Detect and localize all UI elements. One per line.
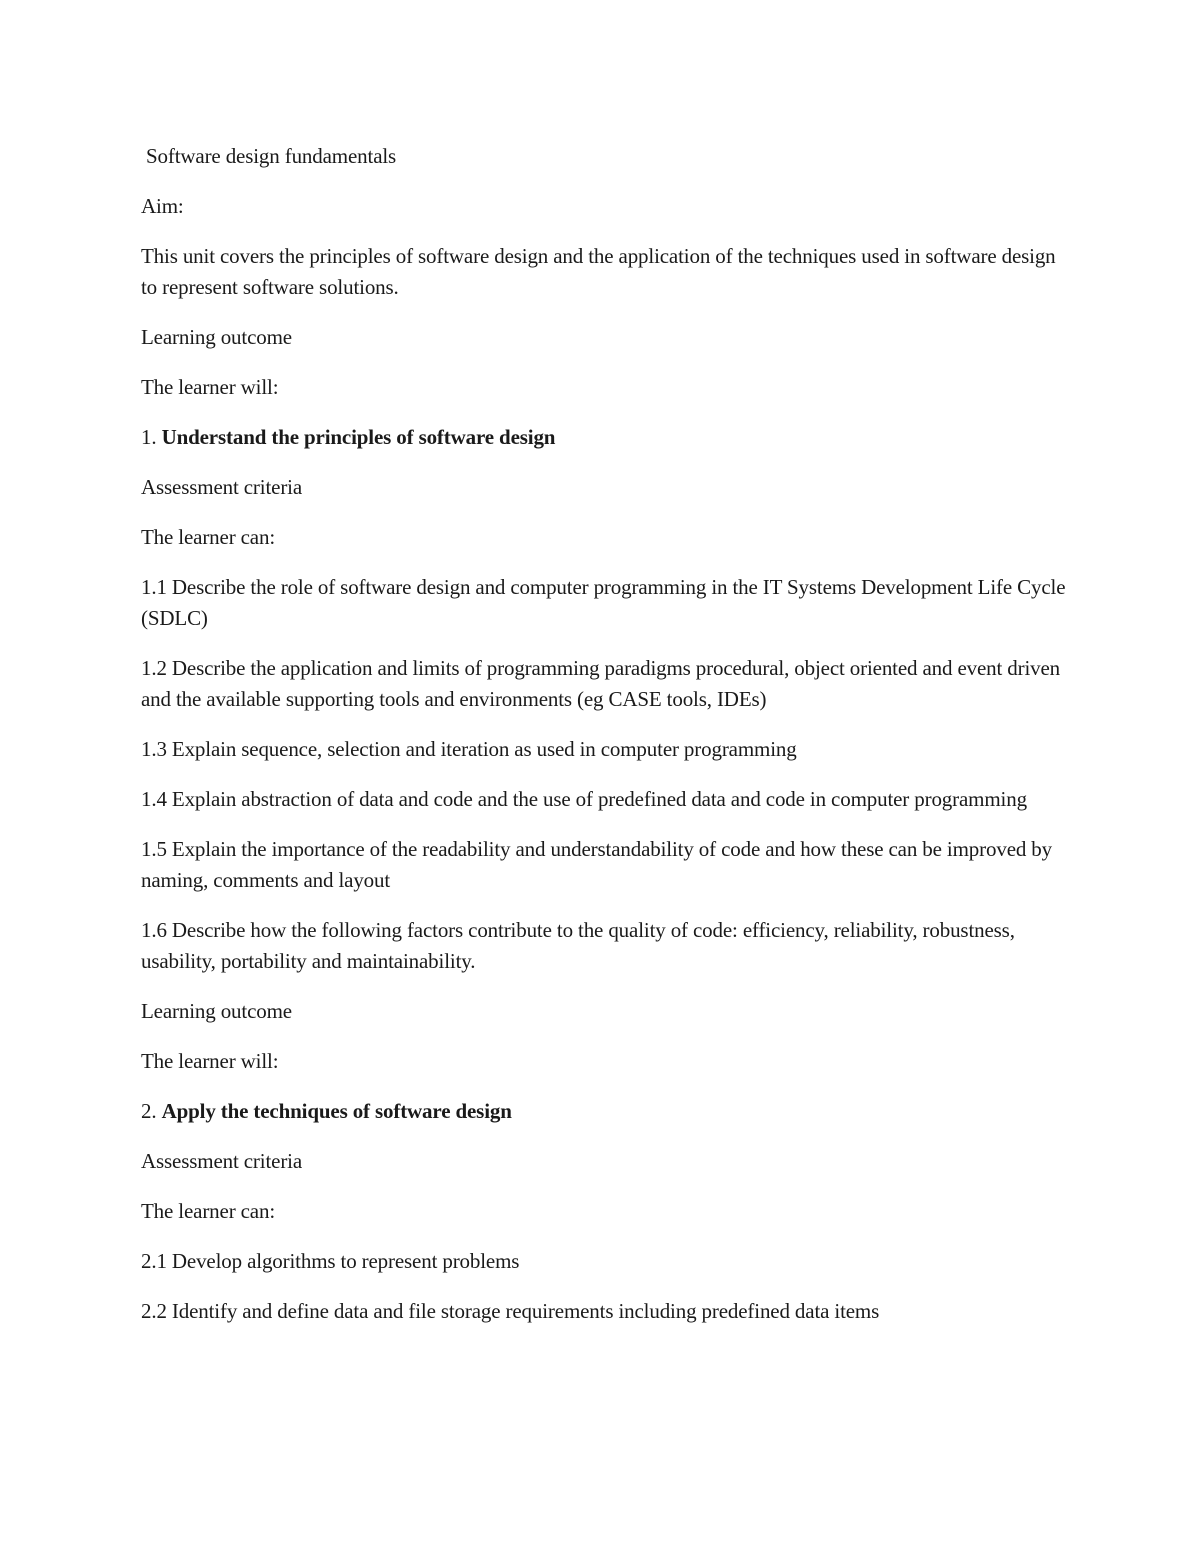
criterion-1-4: 1.4 Explain abstraction of data and code and the use of predefined data and code in computer programming — [141, 787, 1027, 811]
criterion-2-2: 2.2 Identify and define data and file storage requirements including predefined data items — [141, 1299, 880, 1323]
learner-can-1: The learner can: — [141, 525, 276, 549]
learner-will-2: The learner will: — [141, 1049, 279, 1073]
assessment-criteria-heading-1: Assessment criteria — [141, 475, 303, 499]
criterion-1-1: 1.1 Describe the role of software design and computer programming in the IT Systems Development Life Cycle (SDLC) — [141, 575, 1066, 630]
outcome-1-title-text: Understand the principles of software design — [161, 425, 556, 449]
learner-can-2: The learner can: — [141, 1199, 276, 1223]
criterion-1-5: 1.5 Explain the importance of the readability and understandability of code and how these can be improved by naming, comments and layout — [141, 837, 1053, 892]
criterion-1-3: 1.3 Explain sequence, selection and iteration as used in computer programming — [141, 737, 797, 761]
learner-will-1: The learner will: — [141, 375, 279, 399]
outcome-2-title-text: Apply the techniques of software design — [161, 1099, 512, 1123]
criterion-1-2: 1.2 Describe the application and limits of programming paradigms procedural, object oriented and event driven and the available supporting tools and environments (eg CASE tools, IDEs) — [141, 656, 1061, 711]
learning-outcome-heading-1: Learning outcome — [141, 325, 292, 349]
assessment-criteria-heading-2: Assessment criteria — [141, 1149, 303, 1173]
aim-label: Aim: — [141, 194, 184, 218]
document-body — [141, 141, 1071, 1346]
outcome-2-number: 2. — [141, 1099, 157, 1123]
learning-outcome-heading-2: Learning outcome — [141, 999, 292, 1023]
outcome-1-title — [141, 422, 1071, 453]
aim-text: This unit covers the principles of software design and the application of the techniques used in software design to represent software solutions. — [141, 244, 1056, 299]
outcome-1-number: 1. — [141, 425, 157, 449]
outcome-2-title — [141, 1096, 1071, 1127]
document-title: Software design fundamentals — [146, 144, 397, 168]
criterion-1-6: 1.6 Describe how the following factors contribute to the quality of code: efficiency, reliability, robustness, usability, portability and maintainability. — [141, 918, 1015, 973]
criterion-2-1: 2.1 Develop algorithms to represent problems — [141, 1249, 520, 1273]
